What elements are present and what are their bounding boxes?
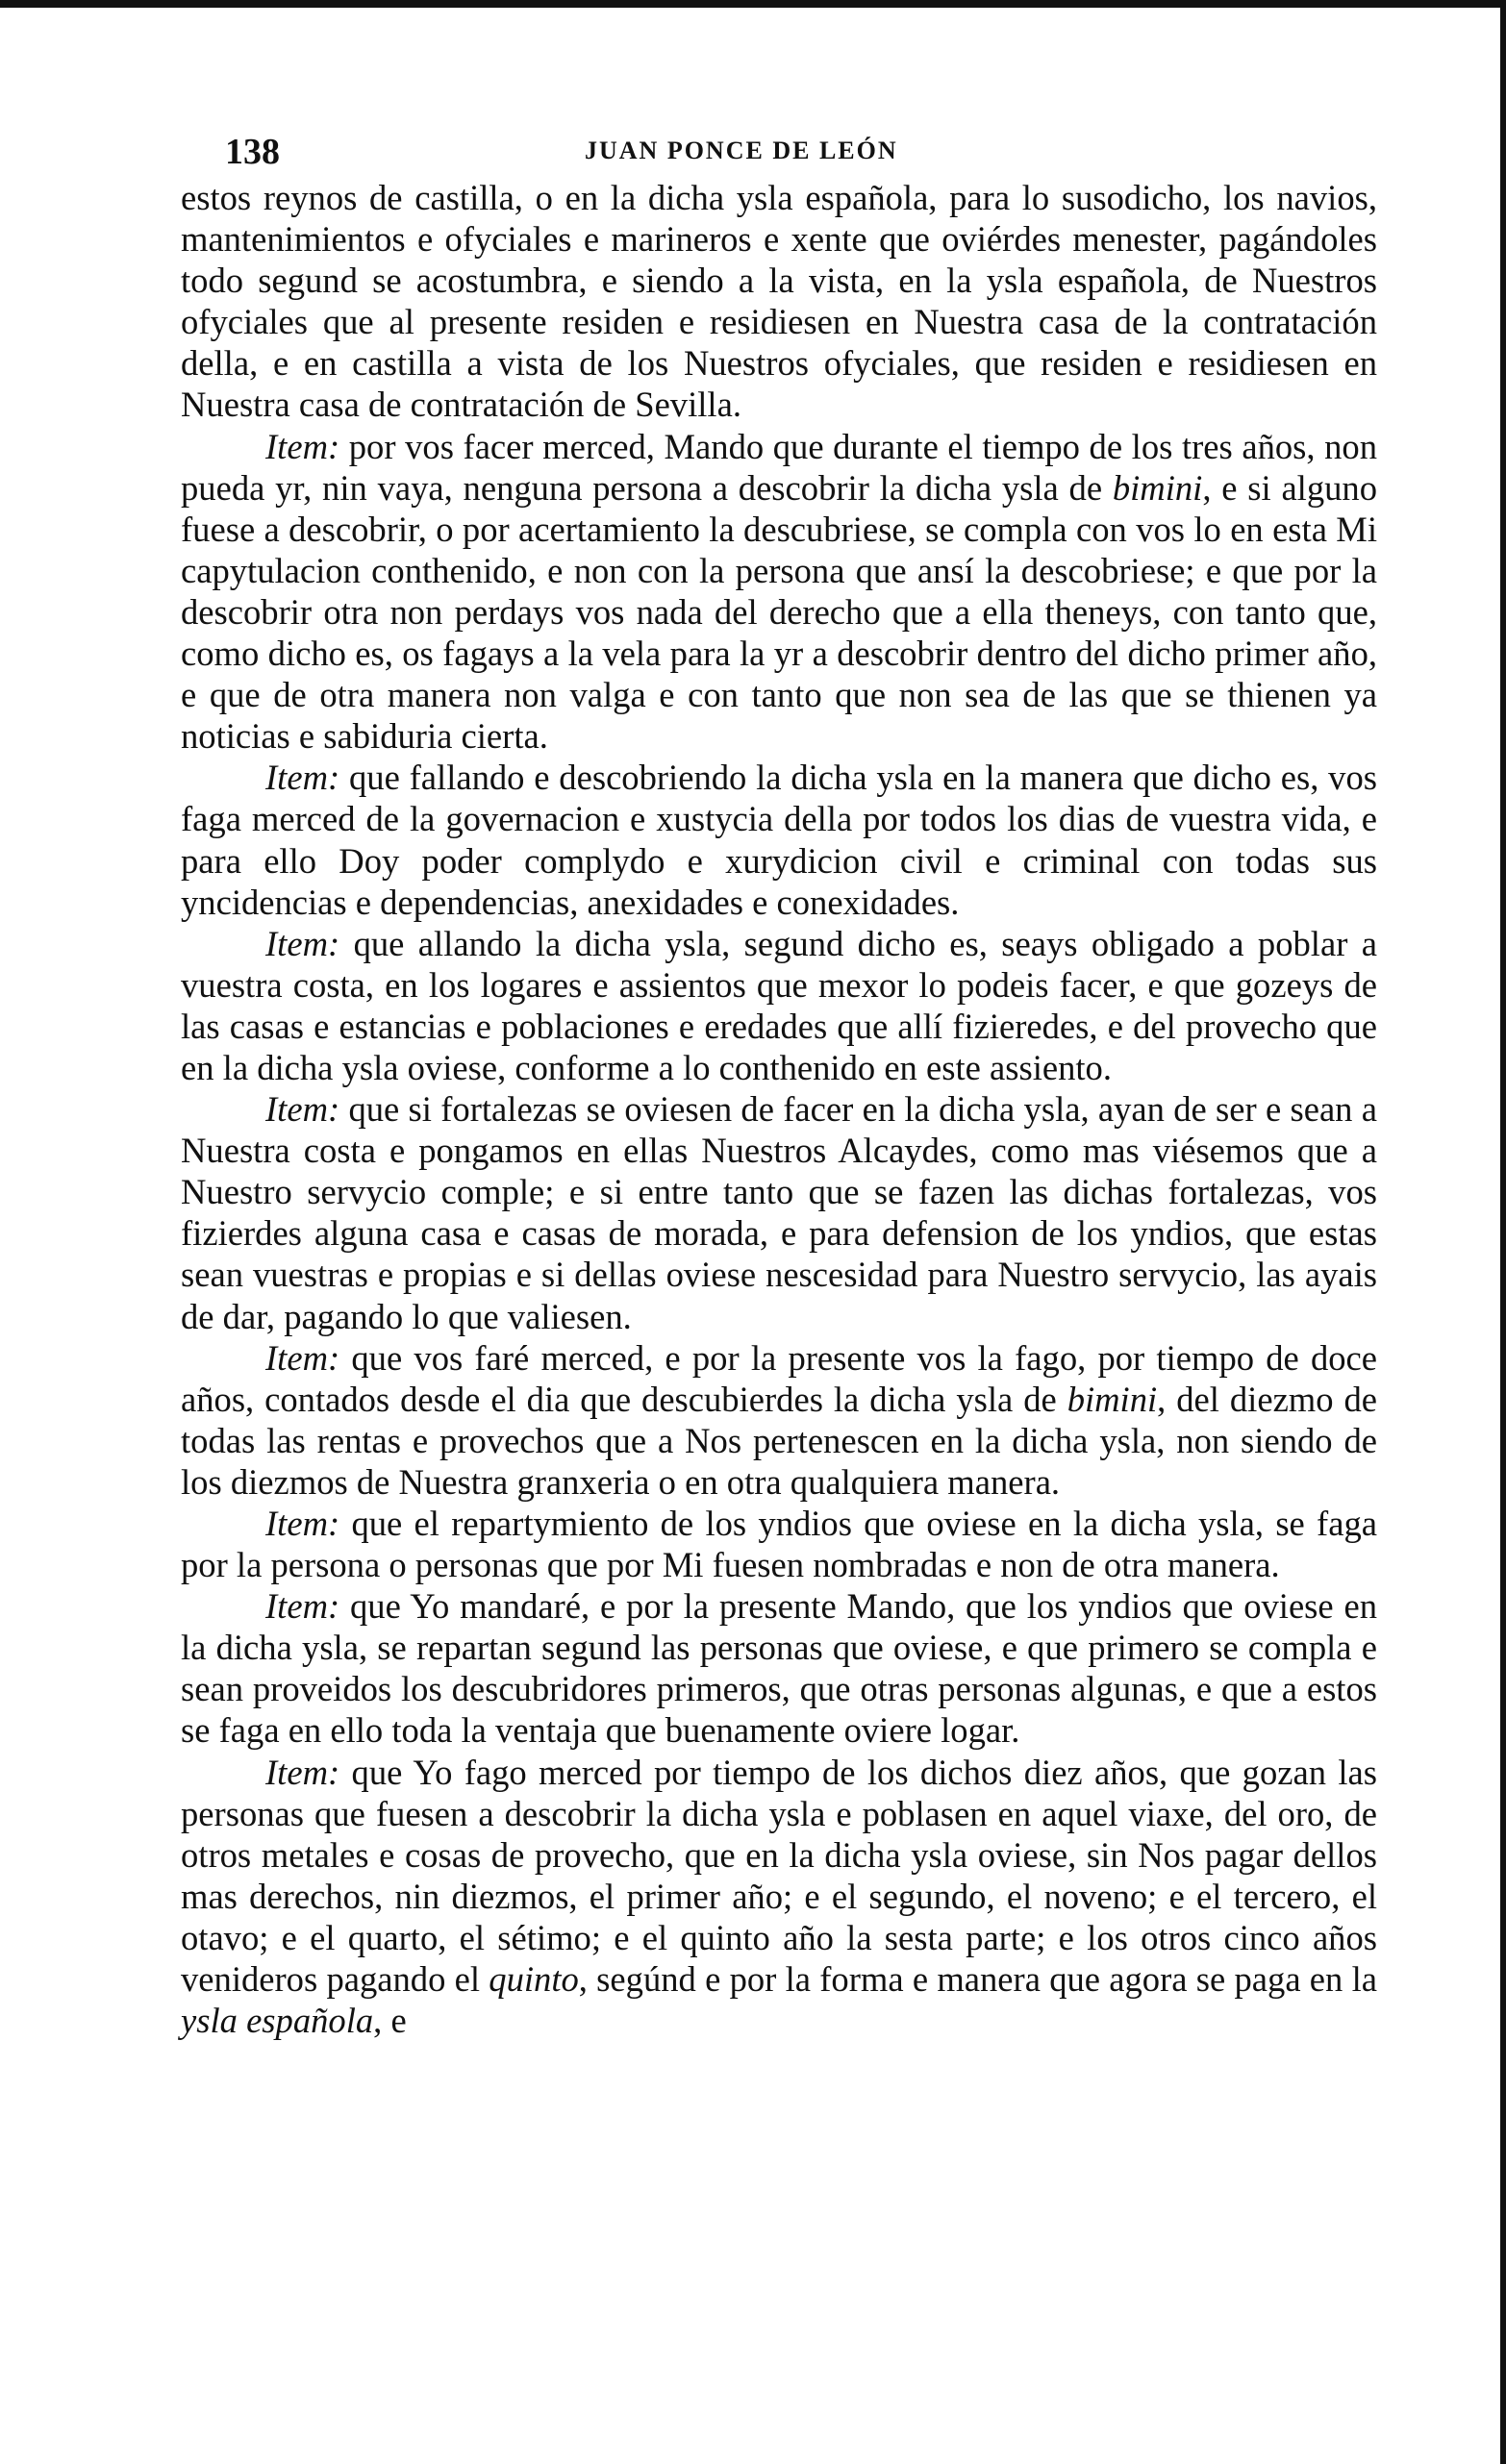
paragraph-text: que si fortalezas se oviesen de facer en la dicha ysla, ayan de ser e sean a Nuestra costa e pongamos en ellas Nuestros Alcaydes, como mas viésemos que a Nuestro servycio comple; e si entre tanto que se fazen las dichas fortalezas, vos fizierdes alguna casa e casas de morada, e para defension de los yndios, que estas sean vuestras e propias e si dellas oviese nescesidad para Nuestro servycio, las ayais de dar, pagando lo que valiesen.: [181, 1089, 1377, 1336]
paragraph-text: que Yo mandaré, e por la presente Mando, que los yndios que oviese en la dicha ysla, se repartan segund las personas que oviese, e que primero se compla e sean proveidos los descubridores primeros, que otras personas algunas, e que a estos se faga en ello toda la ventaja que buenamente oviere logar.: [181, 1586, 1377, 1751]
paragraph-text: , e: [373, 2001, 407, 2041]
running-title: JUAN PONCE DE LEÓN: [585, 137, 898, 164]
item-lead: Item:: [265, 758, 340, 798]
item-paragraph: [181, 1503, 1377, 1585]
paragraph-text: por vos facer merced, Mando que durante el tiempo de los tres años, non pueda yr, nin vaya, nenguna persona a descobrir la dicha ysla de: [181, 426, 1377, 508]
item-paragraph: [181, 1337, 1377, 1503]
item-lead: Item:: [265, 1089, 340, 1130]
italic-text: bimini: [1112, 467, 1203, 508]
item-paragraph: [181, 1088, 1377, 1337]
paragraph-text: que vos faré merced, e por la presente vos la fago, por tiempo de doce años, contados desde el dia que descubierdes la dicha ysla de: [181, 1337, 1377, 1419]
italic-text: quinto: [489, 1959, 579, 2000]
item-paragraph: [181, 1585, 1377, 1751]
item-lead: Item:: [265, 1504, 340, 1543]
item-lead: Item:: [265, 1337, 340, 1378]
item-paragraph: [181, 923, 1377, 1088]
paragraph-text: , e si alguno fuese a descobrir, o por acertamiento la descubriese, se compla con vos lo en esta Mi capytulacion conthenido, e non con la persona que ansí la descobriese; e que por la descobrir otra non perdays vos nada del derecho que a ella theneys, con tanto que, como dicho es, os fagays a la vela para la yr a descobrir dentro del dicho primer año, e que de otra manera non valga e con tanto que non sea de las que se thienen ya noticias e sabiduria cierta.: [181, 467, 1377, 757]
paragraph-text: que Yo fago merced por tiempo de los dichos diez años, que gozan las personas que fuesen a descobrir la dicha ysla e poblasen en aquel viaxe, del oro, de otros metales e cosas de provecho, que en la dicha ysla oviese, sin Nos pagar dellos mas derechos, nin diezmos, el primer año; e el segundo, el noveno; e el tercero, el otavo; e el quarto, el sétimo; e el quinto año la sesta parte; e los otros cinco años venideros pagando el: [181, 1752, 1377, 2000]
item-paragraph: [181, 757, 1377, 922]
item-lead: Item:: [265, 426, 340, 466]
page-number: 138: [225, 132, 280, 172]
italic-text: ysla española: [181, 2001, 374, 2041]
item-paragraph: [181, 426, 1377, 758]
item-lead: Item:: [265, 1586, 340, 1627]
running-head: [181, 113, 1377, 171]
continued-paragraph: [181, 177, 1377, 426]
item-lead: Item:: [265, 923, 340, 963]
paragraph-text: que el repartymiento de los yndios que oviese en la dicha ysla, se faga por la persona o personas que por Mi fuesen nombradas e non de otra manera.: [181, 1504, 1377, 1585]
top-page-rule: [0, 0, 1506, 8]
book-page: [181, 113, 1377, 2041]
right-page-rule: [1500, 0, 1506, 2464]
paragraph-text: , del diezmo de todas las rentas e provechos que a Nos pertenescen en la dicha ysla, non siendo de los diezmos de Nuestra granxeria o en otra qualquiera manera.: [181, 1379, 1378, 1502]
body-text: [181, 177, 1377, 2041]
italic-text: bimini: [1067, 1379, 1158, 1419]
item-lead: Item:: [265, 1752, 340, 1792]
item-paragraph: [181, 1752, 1377, 2042]
paragraph-text: que fallando e descobriendo la dicha ysla en la manera que dicho es, vos faga merced de la governacion e xustycia della por todos los dias de vuestra vida, e para ello Doy poder complydo e xurydicion civil e criminal con todas sus yncidencias e dependencias, anexidades e conexidades.: [181, 758, 1377, 922]
paragraph-text: estos reynos de castilla, o en la dicha ysla española, para lo susodicho, los navios, mantenimientos e ofyciales e marineros e xente que oviérdes menester, pagándoles todo segund se acostumbra, e siendo a la vista, en la ysla española, de Nuestros ofyciales que al presente residen e residiesen en Nuestra casa de la contratación della, e en castilla a vista de los Nuestros ofyciales, que residen e residiesen en Nuestra casa de contratación de Sevilla.: [181, 178, 1377, 425]
paragraph-text: , segúnd e por la forma e manera que agora se paga en la: [578, 1959, 1377, 2000]
paragraph-text: que allando la dicha ysla, segund dicho es, seays obligado a poblar a vuestra costa, en los logares e assientos que mexor lo podeis facer, e que gozeys de las casas e estancias e poblaciones e eredades que allí fizieredes, e del provecho que en la dicha ysla oviese, conforme a lo conthenido en este assiento.: [181, 923, 1377, 1087]
